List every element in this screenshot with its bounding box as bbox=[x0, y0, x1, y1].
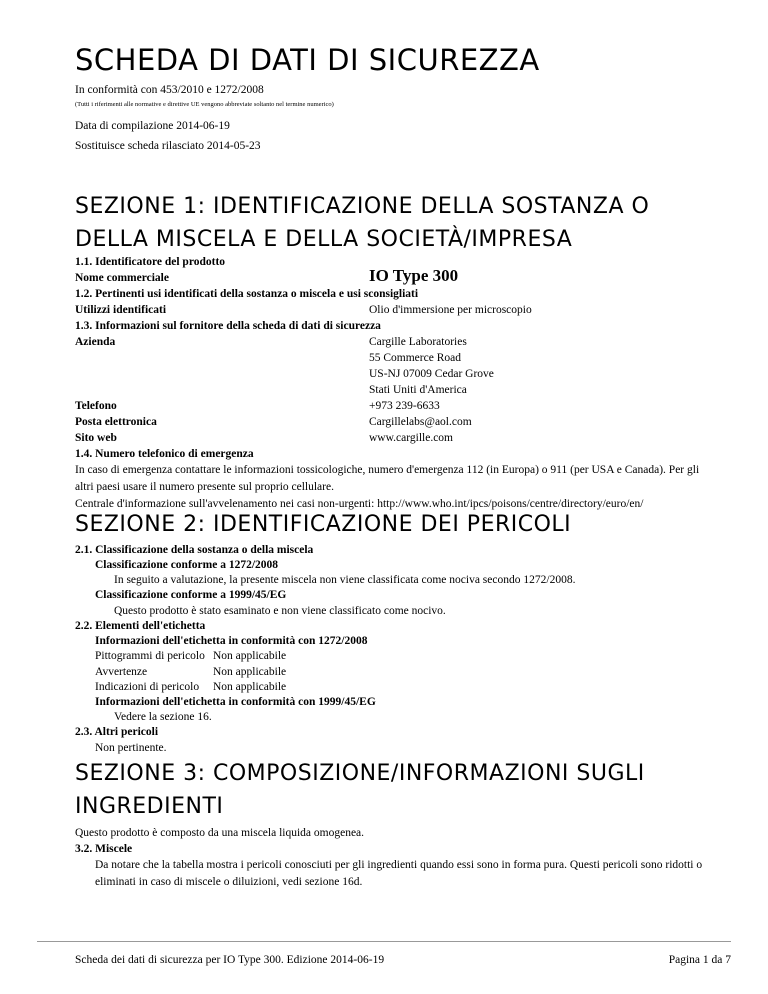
classification-1272-text: In seguito a valutazione, la presente miscela non viene classificata come nociva secondo 1272/2008. bbox=[114, 574, 576, 586]
s2-sub-2-1: 2.1. Classificazione della sostanza o della miscela bbox=[75, 544, 314, 556]
label-info-1999: Informazioni dell'etichetta in conformità con 1999/45/EG bbox=[95, 696, 376, 708]
company-label: Azienda bbox=[75, 336, 116, 348]
company-line: 55 Commerce Road bbox=[369, 352, 461, 364]
trade-name-value: IO Type 300 bbox=[369, 266, 459, 285]
email-value: Cargillelabs@aol.com bbox=[369, 416, 472, 428]
document-title: SCHEDA DI DATI DI SICUREZZA bbox=[75, 43, 540, 77]
footer-divider bbox=[37, 941, 731, 942]
footer-left: Scheda dei dati di sicurezza per IO Type 300. Edizione 2014-06-19 bbox=[75, 954, 385, 966]
compilation-date: Data di compilazione 2014-06-19 bbox=[75, 120, 230, 132]
s1-sub-1-4: 1.4. Numero telefonico di emergenza bbox=[75, 448, 254, 460]
s2-sub-2-2: 2.2. Elementi dell'etichetta bbox=[75, 620, 206, 632]
phone-value: +973 239-6633 bbox=[369, 400, 440, 412]
s1-sub-1-3: 1.3. Informazioni sul fornitore della scheda di dati di sicurezza bbox=[75, 320, 381, 332]
reference-note: (Tutti i riferimenti alle normative e direttive UE vengono abbreviate soltanto nel termine numerico) bbox=[75, 101, 334, 108]
label-info-1272: Informazioni dell'etichetta in conformità con 1272/2008 bbox=[95, 635, 368, 647]
label-info-1999-text: Vedere la sezione 16. bbox=[114, 711, 212, 723]
page-number: Pagina 1 da 7 bbox=[668, 954, 731, 966]
pictograms-label: Pittogrammi di pericolo bbox=[95, 650, 205, 662]
other-hazards-text: Non pertinente. bbox=[95, 742, 167, 754]
website-value: www.cargille.com bbox=[369, 432, 453, 444]
classification-1999-label: Classificazione conforme a 1999/45/EG bbox=[95, 589, 287, 601]
pictograms-value: Non applicabile bbox=[213, 650, 287, 662]
s2-sub-2-3: 2.3. Altri pericoli bbox=[75, 726, 159, 738]
identified-uses-value: Olio d'immersione per microscopio bbox=[369, 304, 532, 316]
poison-centre-text: Centrale d'informazione sull'avvelenamento nei casi non-urgenti: http://www.who.int/ipcs/poisons/centre/directory/euro/en/ bbox=[75, 498, 644, 510]
company-line: Cargille Laboratories bbox=[369, 336, 467, 348]
website-label: Sito web bbox=[75, 432, 117, 444]
classification-1272-label: Classificazione conforme a 1272/2008 bbox=[95, 559, 279, 571]
s1-sub-1-1: 1.1. Identificatore del prodotto bbox=[75, 256, 226, 268]
company-line: US-NJ 07009 Cedar Grove bbox=[369, 368, 494, 380]
s1-sub-1-2: 1.2. Pertinenti usi identificati della sostanza o miscela e usi sconsigliati bbox=[75, 288, 419, 300]
s3-sub-3-2: 3.2. Miscele bbox=[75, 843, 133, 855]
section-3-heading: SEZIONE 3: COMPOSIZIONE/INFORMAZIONI SUGLI INGREDIENTI bbox=[75, 761, 645, 819]
conformity-text: In conformità con 453/2010 e 1272/2008 bbox=[75, 84, 264, 96]
trade-name-label: Nome commerciale bbox=[75, 272, 169, 284]
hazard-statements-value: Non applicabile bbox=[213, 681, 287, 693]
hazard-statements-label: Indicazioni di pericolo bbox=[95, 681, 200, 693]
section-1-heading: SEZIONE 1: IDENTIFICAZIONE DELLA SOSTANZA O DELLA MISCELA E DELLA SOCIETÀ/IMPRESA bbox=[75, 194, 650, 252]
email-label: Posta elettronica bbox=[75, 416, 157, 428]
emergency-text: In caso di emergenza contattare le informazioni tossicologiche, numero d'emergenza 112 (in Europa) o 911 (per USA e Canada). Per gli altri paesi usare il numero presente sul proprio cellulare. bbox=[75, 464, 700, 493]
replaces-date: Sostituisce scheda rilasciato 2014-05-23 bbox=[75, 140, 261, 152]
mixtures-text: Da notare che la tabella mostra i pericoli conosciuti per gli ingredienti quando essi sono in forma pura. Questi pericoli sono ridotti o eliminati in caso di miscele o diluizioni, vedi sezione 16d. bbox=[95, 859, 703, 888]
company-line: Stati Uniti d'America bbox=[369, 384, 467, 396]
classification-1999-text: Questo prodotto è stato esaminato e non viene classificato come nocivo. bbox=[114, 605, 446, 617]
section-2-heading: SEZIONE 2: IDENTIFICAZIONE DEI PERICOLI bbox=[75, 512, 572, 537]
composition-intro: Questo prodotto è composto da una miscela liquida omogenea. bbox=[75, 827, 365, 839]
identified-uses-label: Utilizzi identificati bbox=[75, 304, 167, 316]
phone-label: Telefono bbox=[75, 400, 117, 412]
warnings-label: Avvertenze bbox=[95, 666, 148, 678]
warnings-value: Non applicabile bbox=[213, 666, 287, 678]
